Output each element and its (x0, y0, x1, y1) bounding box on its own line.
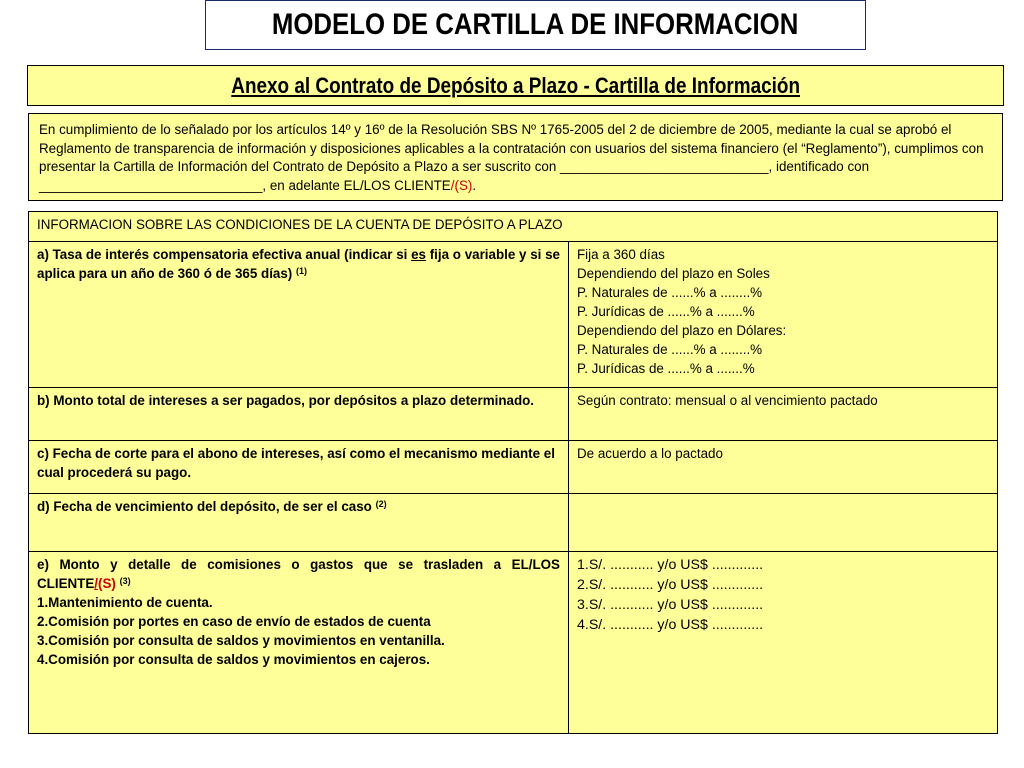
row-b-label: b) Monto total de intereses a ser pagados, por depósitos a plazo determinado. (29, 388, 569, 441)
row-a-label-part1: a) Tasa de interés compensatoria efectiva anual (indicar si (37, 247, 412, 262)
table-header: INFORMACION SOBRE LAS CONDICIONES DE LA CUENTA DE DEPÓSITO A PLAZO (29, 212, 998, 242)
subtitle-box (27, 65, 1004, 106)
row-a-values (569, 242, 998, 388)
table-row (29, 494, 998, 552)
row-e-values (569, 552, 998, 734)
row-c-label: c) Fecha de corte para el abono de intereses, así como el mecanismo mediante el cual procederá su pago. (29, 441, 569, 494)
intro-slash: / (450, 177, 455, 193)
row-e-value: 2.S/. ........... y/o US$ ............. (577, 577, 764, 593)
intro-s-mark: (S) (454, 177, 473, 193)
intro-text: En cumplimiento de lo señalado por los artículos 14º y 16º de la Resolución SBS Nº 1765-2005 del 2 de diciembre de 2005, mediante la cual se aprobó el Reglamento de transparencia de información y disposiciones aplicables a la contratación con usuarios del sistema financiero (el “Reglamento”), cumplimos con presentar la Cartilla de Información del Contrato de Depósito a Plazo a ser suscrito con ____________________________, identificado con ______________________________, en adelante EL/LOS CLIENTE (39, 122, 984, 193)
table-row (29, 441, 998, 494)
row-e-item: 4.Comisión por consulta de saldos y movimientos en cajeros. (37, 652, 430, 667)
row-e-item: 1.Mantenimiento de cuenta. (37, 595, 213, 610)
row-d-label-text: d) Fecha de vencimiento del depósito, de ser el caso (37, 499, 376, 514)
row-d-label (29, 494, 569, 552)
row-e-value: 1.S/. ........... y/o US$ ............. (577, 557, 764, 573)
row-e-item: 2.Comisión por portes en caso de envío de estados de cuenta (37, 614, 431, 629)
row-b-value: Según contrato: mensual o al vencimiento pactado (569, 388, 998, 441)
row-a-line: Dependiendo del plazo en Soles (577, 266, 770, 281)
row-a-label-part2: fija o variable y si se aplica para un año de 360 ó de 365 días) (37, 247, 560, 281)
row-e-label-main: e) Monto y detalle de comisiones o gastos que se trasladen a EL/LOS CLIENTE (37, 557, 560, 591)
row-e-value: 4.S/. ........... y/o US$ ............. (577, 617, 764, 633)
row-a-line: Fija a 360 días (577, 247, 665, 262)
conditions-table (28, 211, 998, 734)
row-a-line: Dependiendo del plazo en Dólares: (577, 323, 787, 338)
table-header-row (29, 212, 998, 242)
subtitle: Anexo al Contrato de Depósito a Plazo - Cartilla de Información (231, 72, 800, 98)
row-a-line: P. Naturales de ......% a ........% (577, 285, 763, 300)
row-e-item: 3.Comisión por consulta de saldos y movimientos en ventanilla. (37, 633, 445, 648)
intro-period: . (472, 177, 477, 193)
row-a-line: P. Jurídicas de ......% a .......% (577, 304, 755, 319)
page-title: MODELO DE CARTILLA DE INFORMACION (272, 8, 799, 41)
table-row (29, 242, 998, 388)
intro-paragraph (28, 113, 1003, 201)
row-e-label (29, 552, 569, 734)
row-e-slash: / (94, 576, 99, 591)
row-a-note: (1) (296, 266, 307, 276)
row-a-line: P. Jurídicas de ......% a .......% (577, 361, 755, 376)
row-a-label (29, 242, 569, 388)
row-c-value: De acuerdo a lo pactado (569, 441, 998, 494)
table-row (29, 552, 998, 734)
page-title-box (205, 0, 866, 50)
row-e-heading (37, 555, 560, 593)
row-e-s-mark: (S) (98, 576, 116, 591)
row-d-note: (2) (375, 499, 387, 509)
row-a-line: P. Naturales de ......% a ........% (577, 342, 763, 357)
row-a-label-es: es (411, 247, 426, 262)
row-e-note: (3) (119, 576, 131, 586)
table-row (29, 388, 998, 441)
row-e-value: 3.S/. ........... y/o US$ ............. (577, 597, 764, 613)
row-d-value (569, 494, 998, 552)
